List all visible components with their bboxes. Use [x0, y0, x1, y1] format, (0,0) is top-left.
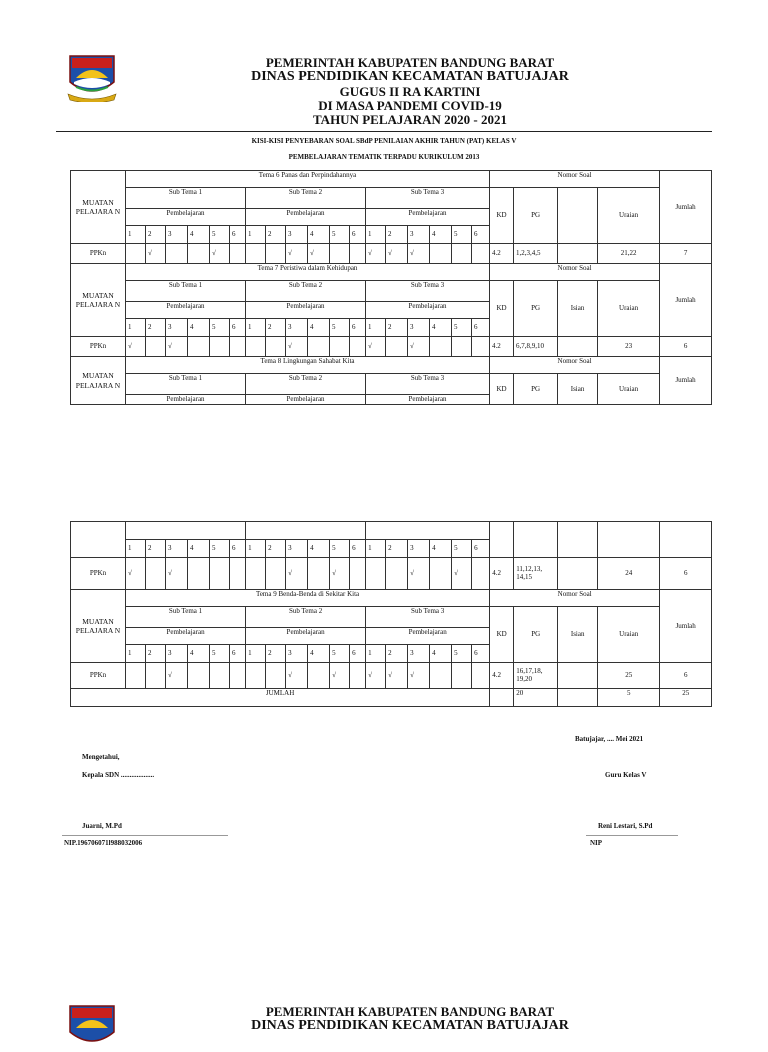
pembelajaran-header: Pembelajaran	[126, 209, 246, 226]
check-mark-cell: √	[408, 558, 430, 590]
lesson-number: 3	[166, 319, 188, 337]
lesson-number: 2	[386, 645, 408, 663]
table-cell	[366, 522, 490, 540]
pembelajaran-header: Pembelajaran	[246, 395, 366, 405]
subtema-1-header: Sub Tema 1	[126, 188, 246, 209]
header-line-1: PEMERINTAH KABUPATEN BANDUNG BARAT	[265, 55, 555, 70]
pg-header: PG	[514, 281, 558, 337]
lesson-number: 6	[230, 540, 246, 558]
total-kd	[490, 689, 514, 707]
check-mark-cell: √	[366, 337, 386, 357]
total-pg: 20	[514, 689, 558, 707]
lesson-number: 6	[350, 645, 366, 663]
check-mark-cell	[350, 558, 366, 590]
place-date: Batujajar, .... Mei 2021	[575, 735, 644, 743]
nip-right: NIP	[590, 839, 603, 847]
signer-right-name: Reni Lestari, S.Pd	[598, 822, 653, 830]
subtema-2-header: Sub Tema 2	[246, 607, 366, 628]
lesson-number: 4	[308, 226, 330, 244]
check-mark-cell	[330, 337, 350, 357]
isian-value	[558, 558, 598, 590]
isian-value	[558, 337, 598, 357]
header-line-1-repeat: PEMERINTAH KABUPATEN BANDUNG BARAT	[265, 1004, 555, 1019]
lesson-number: 1	[246, 645, 266, 663]
lesson-number: 1	[126, 645, 146, 663]
subtema-3-header: Sub Tema 3	[366, 188, 490, 209]
lesson-number: 5	[210, 540, 230, 558]
kd-value: 4.2	[490, 244, 514, 264]
lesson-number: 6	[472, 319, 490, 337]
subject-cell: PPKn	[71, 558, 126, 590]
pg-value: 16,17,18, 19,20	[514, 663, 558, 689]
check-mark-cell: √	[366, 663, 386, 689]
subtema-2-header: Sub Tema 2	[246, 188, 366, 209]
lesson-number: 4	[430, 645, 452, 663]
lesson-number: 5	[330, 645, 350, 663]
check-mark-cell	[230, 663, 246, 689]
pg-header: PG	[514, 188, 558, 244]
isian-header	[558, 188, 598, 244]
jumlah-value: 6	[660, 558, 712, 590]
check-mark-cell	[350, 663, 366, 689]
check-mark-cell	[472, 663, 490, 689]
lesson-number: 3	[408, 226, 430, 244]
table-cell	[126, 522, 246, 540]
guru-kelas-label: Guru Kelas V	[605, 771, 647, 779]
kd-header: KD	[490, 188, 514, 244]
uraian-value: 24	[598, 558, 660, 590]
lesson-number: 5	[452, 319, 472, 337]
header-line-2: DINAS PENDIDIKAN KECAMATAN BATUJAJAR	[251, 69, 569, 84]
subject-cell: PPKn	[71, 663, 126, 689]
lesson-number: 3	[408, 645, 430, 663]
muatan-pelajaran-continued	[71, 522, 126, 558]
lesson-number: 6	[230, 226, 246, 244]
table-cell	[660, 522, 712, 558]
subtema-3-header: Sub Tema 3	[366, 281, 490, 302]
tema-title: Tema 8 Lingkungan Sahabat Kita	[126, 357, 490, 374]
pembelajaran-header: Pembelajaran	[246, 209, 366, 226]
pg-header: PG	[514, 374, 558, 405]
lesson-number: 2	[266, 319, 286, 337]
check-mark-cell: √	[286, 663, 308, 689]
lesson-number: 1	[366, 319, 386, 337]
check-mark-cell	[230, 337, 246, 357]
check-mark-cell	[308, 663, 330, 689]
check-mark-cell: √	[286, 337, 308, 357]
check-mark-cell	[266, 337, 286, 357]
check-mark-cell	[266, 244, 286, 264]
lesson-number: 6	[350, 540, 366, 558]
lesson-number: 6	[472, 645, 490, 663]
lesson-number: 6	[230, 319, 246, 337]
jumlah-header: Jumlah	[660, 171, 712, 244]
lesson-number: 3	[286, 226, 308, 244]
isian-value	[558, 244, 598, 264]
check-mark-cell	[246, 558, 266, 590]
lesson-number: 5	[330, 540, 350, 558]
isian-header: Isian	[558, 607, 598, 663]
check-mark-cell: √	[210, 244, 230, 264]
check-mark-cell	[330, 244, 350, 264]
check-mark-cell	[308, 558, 330, 590]
uraian-header: Uraian	[598, 374, 660, 405]
check-mark-cell: √	[452, 558, 472, 590]
lesson-number: 4	[308, 319, 330, 337]
lesson-number: 4	[308, 645, 330, 663]
check-mark-cell	[472, 244, 490, 264]
check-mark-cell	[230, 558, 246, 590]
table-cell	[490, 522, 514, 558]
pg-value: 1,2,3,4,5	[514, 244, 558, 264]
lesson-number: 2	[146, 226, 166, 244]
check-mark-cell	[188, 244, 210, 264]
check-mark-cell: √	[286, 244, 308, 264]
lesson-number: 4	[188, 319, 210, 337]
check-mark-cell: √	[166, 663, 188, 689]
check-mark-cell	[146, 663, 166, 689]
lesson-number: 1	[126, 319, 146, 337]
isian-header: Isian	[558, 281, 598, 337]
lesson-number: 3	[408, 319, 430, 337]
lesson-number: 5	[330, 226, 350, 244]
check-mark-cell	[246, 244, 266, 264]
pembelajaran-header: Pembelajaran	[366, 395, 490, 405]
lesson-number: 5	[452, 226, 472, 244]
check-mark-cell	[386, 558, 408, 590]
lesson-number: 6	[230, 645, 246, 663]
regency-emblem-logo	[66, 54, 118, 102]
lesson-number: 1	[366, 645, 386, 663]
signer-left-name: Juarni, M.Pd	[82, 822, 122, 830]
check-mark-cell: √	[330, 663, 350, 689]
jumlah-header: Jumlah	[660, 264, 712, 337]
check-mark-cell	[210, 337, 230, 357]
header-line-3: GUGUS II RA KARTINI	[339, 84, 481, 99]
lesson-number: 5	[210, 319, 230, 337]
lesson-number: 5	[210, 645, 230, 663]
regency-emblem-logo-repeat	[66, 1004, 118, 1052]
tema-title: Tema 9 Benda-Benda di Sekitar Kita	[126, 590, 490, 607]
check-mark-cell	[146, 558, 166, 590]
kd-header: KD	[490, 607, 514, 663]
isian-header: Isian	[558, 374, 598, 405]
check-mark-cell	[126, 244, 146, 264]
lesson-number: 4	[188, 645, 210, 663]
uraian-value: 21,22	[598, 244, 660, 264]
uraian-header: Uraian	[598, 281, 660, 337]
check-mark-cell: √	[330, 558, 350, 590]
lesson-number: 3	[286, 540, 308, 558]
lesson-number: 6	[350, 226, 366, 244]
lesson-number: 1	[246, 319, 266, 337]
kd-value: 4.2	[490, 558, 514, 590]
lesson-number: 3	[408, 540, 430, 558]
lesson-number: 1	[246, 226, 266, 244]
check-mark-cell	[430, 337, 452, 357]
subject-cell: PPKn	[71, 337, 126, 357]
grid-table-page1	[70, 170, 712, 405]
total-jumlah: 25	[660, 689, 712, 707]
subtema-1-header: Sub Tema 1	[126, 607, 246, 628]
check-mark-cell: √	[408, 663, 430, 689]
check-mark-cell	[350, 337, 366, 357]
check-mark-cell: √	[308, 244, 330, 264]
subtema-3-header: Sub Tema 3	[366, 374, 490, 395]
check-mark-cell	[246, 337, 266, 357]
pembelajaran-header: Pembelajaran	[126, 628, 246, 645]
check-mark-cell: √	[286, 558, 308, 590]
check-mark-cell	[188, 558, 210, 590]
subject-cell: PPKn	[71, 244, 126, 264]
check-mark-cell	[266, 663, 286, 689]
check-mark-cell: √	[146, 244, 166, 264]
total-label: JUMLAH	[71, 689, 490, 707]
lesson-number: 3	[166, 645, 188, 663]
muatan-pelajaran-header: MUATAN PELAJARA N	[71, 264, 126, 337]
lesson-number: 1	[366, 540, 386, 558]
signature-line-left	[62, 835, 228, 836]
check-mark-cell: √	[366, 244, 386, 264]
header-line-4: DI MASA PANDEMI COVID-19	[318, 98, 502, 113]
signature-line-right	[586, 835, 678, 836]
pembelajaran-header: Pembelajaran	[366, 628, 490, 645]
document-title: KISI-KISI PENYEBARAN SOAL SBdP PENILAIAN AKHIR TAHUN (PAT) KELAS V	[251, 137, 517, 145]
lesson-number: 2	[386, 226, 408, 244]
lesson-number: 5	[452, 645, 472, 663]
lesson-number: 6	[472, 226, 490, 244]
kd-value: 4.2	[490, 337, 514, 357]
lesson-number: 5	[452, 540, 472, 558]
grid-table-page2	[70, 521, 712, 707]
header-line-2-repeat: DINAS PENDIDIKAN KECAMATAN BATUJAJAR	[251, 1018, 569, 1033]
muatan-pelajaran-header: MUATAN PELAJARA N	[71, 590, 126, 663]
table-cell	[558, 522, 598, 558]
uraian-value: 23	[598, 337, 660, 357]
check-mark-cell: √	[386, 244, 408, 264]
lesson-number: 4	[430, 226, 452, 244]
header-divider	[56, 131, 712, 132]
lesson-number: 2	[266, 226, 286, 244]
mengetahui-label: Mengetahui,	[82, 753, 120, 761]
lesson-number: 6	[472, 540, 490, 558]
check-mark-cell: √	[166, 558, 188, 590]
lesson-number: 4	[430, 540, 452, 558]
subtema-1-header: Sub Tema 1	[126, 281, 246, 302]
nomor-soal-header: Nomor Soal	[490, 357, 660, 374]
jumlah-value: 7	[660, 244, 712, 264]
check-mark-cell: √	[408, 244, 430, 264]
check-mark-cell	[472, 337, 490, 357]
check-mark-cell	[472, 558, 490, 590]
lesson-number: 3	[166, 226, 188, 244]
lesson-number: 2	[146, 319, 166, 337]
check-mark-cell: √	[386, 663, 408, 689]
check-mark-cell	[386, 337, 408, 357]
lesson-number: 2	[386, 319, 408, 337]
check-mark-cell	[210, 663, 230, 689]
check-mark-cell	[366, 558, 386, 590]
total-uraian: 5	[598, 689, 660, 707]
lesson-number: 2	[266, 645, 286, 663]
lesson-number: 3	[286, 645, 308, 663]
lesson-number: 2	[386, 540, 408, 558]
tema-title: Tema 7 Peristiwa dalam Kehidupan	[126, 264, 490, 281]
kepala-sekolah-label: Kepala SDN ...................	[82, 771, 155, 779]
jumlah-value: 6	[660, 337, 712, 357]
lesson-number: 2	[266, 540, 286, 558]
kd-header: KD	[490, 281, 514, 337]
nip-left: NIP.196706071l988032006	[64, 839, 143, 847]
lesson-number: 3	[286, 319, 308, 337]
lesson-number: 2	[146, 645, 166, 663]
kd-header: KD	[490, 374, 514, 405]
lesson-number: 1	[246, 540, 266, 558]
lesson-number: 2	[146, 540, 166, 558]
header-line-5: TAHUN PELAJARAN 2020 - 2021	[312, 112, 508, 127]
check-mark-cell	[210, 558, 230, 590]
check-mark-cell	[452, 337, 472, 357]
check-mark-cell	[166, 244, 188, 264]
muatan-pelajaran-header: MUATAN PELAJARA N	[71, 171, 126, 244]
check-mark-cell: √	[408, 337, 430, 357]
lesson-number: 4	[188, 540, 210, 558]
jumlah-header: Jumlah	[660, 590, 712, 663]
table-cell	[598, 522, 660, 558]
muatan-pelajaran-header: MUATAN PELAJARA N	[71, 357, 126, 405]
nomor-soal-header: Nomor Soal	[490, 264, 660, 281]
pembelajaran-header: Pembelajaran	[366, 302, 490, 319]
lesson-number: 1	[126, 540, 146, 558]
pembelajaran-header: Pembelajaran	[246, 302, 366, 319]
subtema-1-header: Sub Tema 1	[126, 374, 246, 395]
check-mark-cell	[246, 663, 266, 689]
check-mark-cell: √	[166, 337, 188, 357]
pembelajaran-header: Pembelajaran	[126, 395, 246, 405]
kd-value: 4.2	[490, 663, 514, 689]
subtema-2-header: Sub Tema 2	[246, 374, 366, 395]
check-mark-cell	[230, 244, 246, 264]
check-mark-cell	[452, 663, 472, 689]
check-mark-cell	[146, 337, 166, 357]
nomor-soal-header: Nomor Soal	[490, 590, 660, 607]
check-mark-cell	[430, 244, 452, 264]
subtema-3-header: Sub Tema 3	[366, 607, 490, 628]
total-isian	[558, 689, 598, 707]
pembelajaran-header: Pembelajaran	[126, 302, 246, 319]
lesson-number: 1	[126, 226, 146, 244]
pembelajaran-header: Pembelajaran	[366, 209, 490, 226]
jumlah-value: 6	[660, 663, 712, 689]
document-subtitle: PEMBELAJARAN TEMATIK TERPADU KURIKULUM 2013	[288, 153, 480, 161]
pg-header: PG	[514, 607, 558, 663]
pembelajaran-header: Pembelajaran	[246, 628, 366, 645]
lesson-number: 1	[366, 226, 386, 244]
check-mark-cell	[430, 558, 452, 590]
check-mark-cell	[308, 337, 330, 357]
uraian-header: Uraian	[598, 188, 660, 244]
pg-value: 11,12,13, 14,15	[514, 558, 558, 590]
lesson-number: 4	[308, 540, 330, 558]
uraian-value: 25	[598, 663, 660, 689]
nomor-soal-header: Nomor Soal	[490, 171, 660, 188]
check-mark-cell	[188, 663, 210, 689]
check-mark-cell	[350, 244, 366, 264]
lesson-number: 4	[430, 319, 452, 337]
table-cell	[246, 522, 366, 540]
jumlah-header: Jumlah	[660, 357, 712, 405]
uraian-header: Uraian	[598, 607, 660, 663]
lesson-number: 5	[210, 226, 230, 244]
lesson-number: 4	[188, 226, 210, 244]
subtema-2-header: Sub Tema 2	[246, 281, 366, 302]
check-mark-cell: √	[126, 558, 146, 590]
check-mark-cell	[452, 244, 472, 264]
check-mark-cell	[430, 663, 452, 689]
check-mark-cell	[126, 663, 146, 689]
check-mark-cell	[266, 558, 286, 590]
check-mark-cell	[188, 337, 210, 357]
isian-value	[558, 663, 598, 689]
check-mark-cell: √	[126, 337, 146, 357]
lesson-number: 6	[350, 319, 366, 337]
pg-value: 6,7,8,9,10	[514, 337, 558, 357]
lesson-number: 3	[166, 540, 188, 558]
table-cell	[514, 522, 558, 558]
tema-title: Tema 6 Panas dan Perpindahannya	[126, 171, 490, 188]
lesson-number: 5	[330, 319, 350, 337]
